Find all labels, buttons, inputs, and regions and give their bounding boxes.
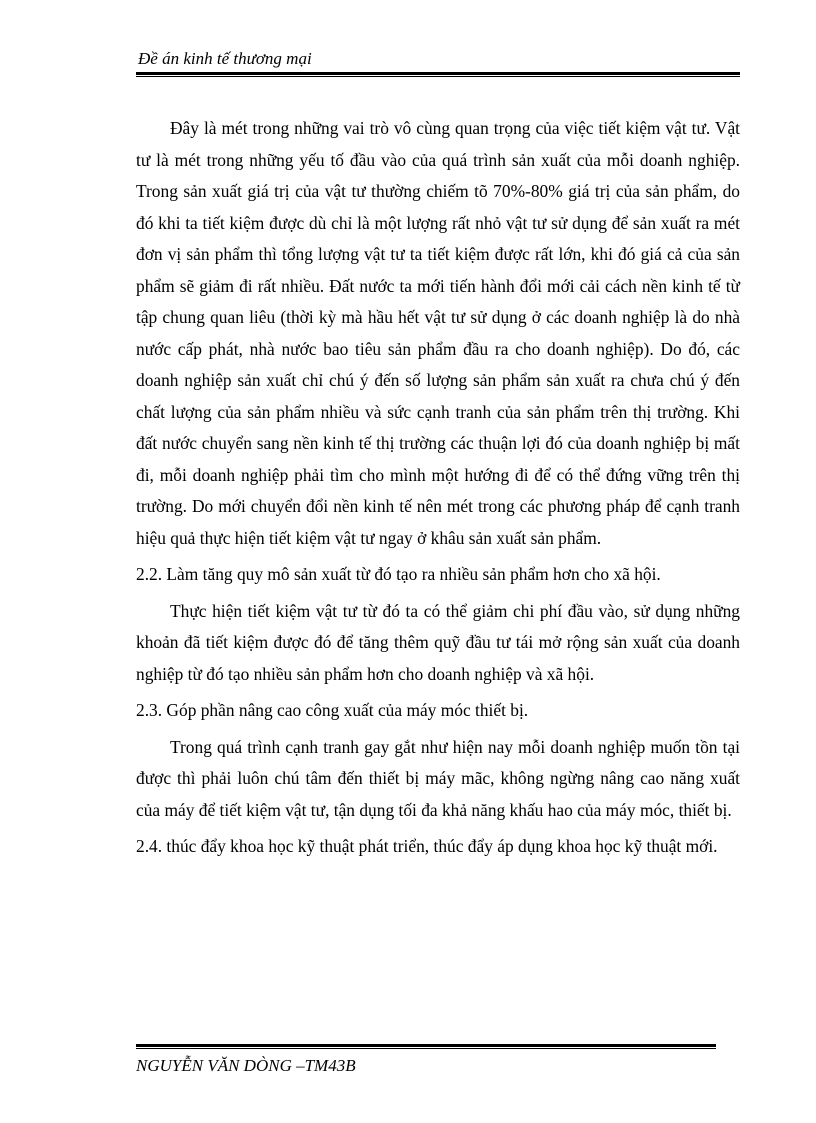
section-heading-2-4: 2.4. thúc đẩy khoa học kỹ thuật phát triển, thúc đẩy áp dụng khoa học kỹ thuật mới. [136,836,718,856]
footer-rule-thin [136,1048,716,1049]
header-rule-thick [136,72,740,75]
header-rule-thin [136,76,740,77]
document-body [136,113,740,868]
section-heading-2-2: 2.2. Làm tăng quy mô sản xuất từ đó tạo ra nhiều sản phẩm hơn cho xã hội. [136,564,661,584]
paragraph-machine-capacity: Trong quá trình cạnh tranh gay gắt như hiện nay mỗi doanh nghiệp muốn tồn tại được thì phải luôn chú tâm đến thiết bị máy mãc, không ngừng nâng cao năng xuất của máy để tiết kiệm vật tư, tận dụng tối đa khả năng khấu hao của máy móc, thiết bị. [136,736,740,820]
page-footer [136,1044,716,1077]
footer-rule-thick [136,1044,716,1047]
section-heading-2-3: 2.3. Góp phần nâng cao công xuất của máy móc thiết bị. [136,700,529,720]
paragraph-production-scale: Thực hiện tiết kiệm vật tư từ đó ta có thể giảm chi phí đầu vào, sử dụng những khoản đã tiết kiệm được đó để tăng thêm quỹ đầu tư tái mở rộng sản xuất của doanh nghiệp từ đó tạo nhiều sản phẩm hơn cho doanh nghiệp và xã hội. [136,600,740,684]
page-header [136,48,740,77]
paragraph-role-of-saving: Đây là mét trong những vai trò vô cùng quan trọng của việc tiết kiệm vật tư. Vật tư là mét trong những yếu tố đầu vào của quá trình sản xuất của mỗi doanh nghiệp. Trong sản xuất giá trị của vật tư thường chiếm tõ 70%-80% giá trị của sản phẩm, do đó khi ta tiết kiệm được dù chỉ là một lượng rất nhỏ vật tư sử dụng để sản xuất ra mét đơn vị sản phẩm thì tổng lượng vật tư ta tiết kiệm được rất lớn, khi đó giá cả của sản phẩm sẽ giảm đi rất nhiều. Đất nước ta mới tiến hành đổi mới cải cách nền kinh tế từ tập chung quan liêu (thời kỳ mà hầu hết vật tư sử dụng ở các doanh nghiệp là do nhà nước cấp phát, nhà nước bao tiêu sản phẩm đầu ra cho doanh nghiệp). Do đó, các doanh nghiệp sản xuất chỉ chú ý đến số lượng sản phẩm sản xuất ra chưa chú ý đến chất lượng của sản phẩm nhiều và sức cạnh tranh của sản phẩm trên thị trường. Khi đất nước chuyển sang nền kinh tế thị trường các thuận lợi đó của doanh nghiệp bị mất đi, mỗi doanh nghiệp phải tìm cho mình một hướng đi để có thể đứng vững trên thị trường. Do mới chuyển đổi nền kinh tế nên mét trong các phương pháp để cạnh tranh hiệu quả thực hiện tiết kiệm vật tư ngay ở khâu sản xuất sản phẩm. [136,118,740,548]
footer-author: NGUYỄN VĂN DÒNG –TM43B [136,1056,356,1075]
header-title: Đề án kinh tế thương mại [138,49,312,68]
